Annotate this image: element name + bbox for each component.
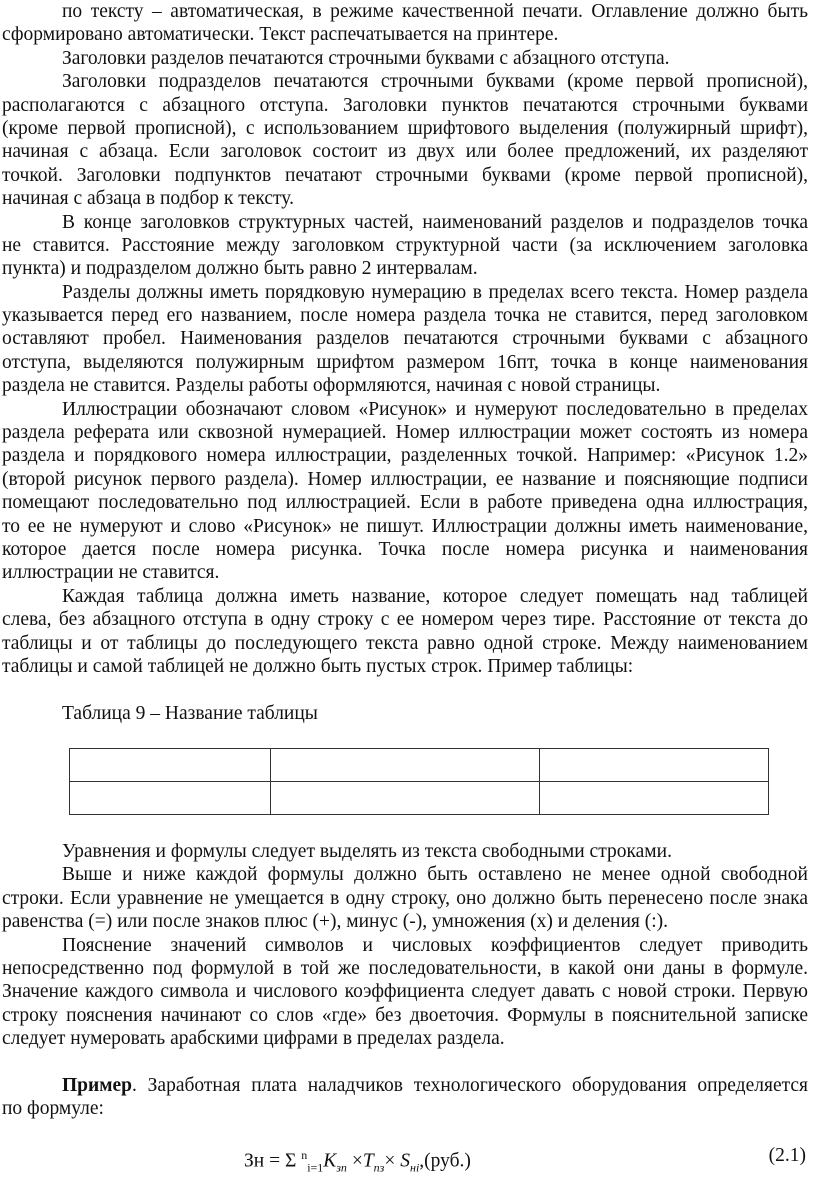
text-line: Заголовки разделов печатаются строчными буквами с абзацного отступа. [62, 47, 670, 69]
text-block-top [2, 0, 808, 725]
text-line: по тексту – автоматическая, в режиме качественной печати. Оглавление должно быть [62, 1, 808, 22]
text-line: начиная с абзаца в подбор к тексту. [2, 188, 294, 210]
paragraph [2, 47, 808, 70]
text-line: (второй рисунок первого раздела). Номер иллюстрации, ее название и поясняющие подписи [2, 468, 808, 490]
text-line: иллюстрации не ставится. [2, 562, 220, 584]
text-line: Уравнения и формулы следует выделять из текста свободными строками. [62, 841, 672, 862]
text-line: сформировано автоматически. Текст распечатывается на принтере. [2, 24, 559, 46]
text-line: Каждая таблица должна иметь название, которое следует помещать над таблицей [62, 585, 808, 607]
paragraph [2, 934, 808, 1051]
text-line: которое дается после номера рисунка. Точка после номера рисунка и наименования [2, 538, 808, 560]
text-line: таблицы и от таблицы до последующего текста равно одной строке. Между наименованием [2, 632, 808, 654]
text-line: то ее не нумеруют и слово «Рисунок» не пишут. Иллюстрации должны иметь наименование, [2, 515, 808, 537]
text-line: оставляют пробел. Наименования разделов печатаются строчными буквами с абзацного [2, 328, 808, 350]
text-line: В конце заголовков структурных частей, наименований разделов и подразделов точка [62, 211, 808, 233]
table-cell [270, 749, 539, 782]
text-line: непосредственно под формулой в той же последовательности, в какой они даны в формуле. [2, 957, 808, 979]
paragraph [2, 70, 808, 210]
table-cell [540, 749, 769, 782]
text-line: не ставится. Расстояние между заголовком структурной части (за исключением заголовка [2, 234, 808, 256]
paragraph [2, 863, 808, 933]
text-line: Разделы должны иметь порядковую нумерацию в пределах всего текста. Номер раздела [62, 281, 808, 303]
text-line: Пояснение значений символов и числовых коэффициентов следует приводить [62, 934, 808, 956]
text-line: раздела и порядкового номера иллюстрации, разделенных точкой. Например: «Рисунок 1.2» [2, 445, 808, 467]
table-caption: Таблица 9 – Название таблицы [62, 702, 318, 724]
paragraph [2, 281, 808, 398]
text-line: следует нумеровать арабскими цифрами в пределах раздела. [2, 1028, 505, 1050]
paragraph [2, 0, 808, 47]
example-table [69, 748, 769, 815]
text-block-bottom [2, 840, 808, 1175]
text-line: отступа, выделяются полужирным шрифтом размером 16пт, точка в конце наименования [2, 351, 808, 373]
formula-expression: Зн = Σ $^n_{i=1}К_{зп} \times Т_{пз}\times S_{нi},(руб.)$ [244, 1148, 471, 1175]
table-row [70, 749, 769, 782]
text-line: строки. Если уравнение не умещается в одну строку, оно должно быть перенесено после знака [2, 887, 808, 909]
paragraph [2, 585, 808, 679]
text-line: помещают последовательно под иллюстрацией. Если в работе приведена одна иллюстрация, [2, 492, 808, 514]
formula-number: (2.1) [768, 1145, 806, 1167]
paragraph [2, 211, 808, 281]
formula-2-1 [2, 1144, 808, 1175]
text-line: строку пояснения начинают со слов «где» без двоеточия. Формулы в пояснительной записке [2, 1004, 808, 1026]
example-text: . Заработная плата наладчиков технологического оборудования определяется [132, 1074, 808, 1096]
text-line: раздела не ставится. Разделы работы оформляются, начиная с новой страницы. [2, 375, 661, 397]
text-line: равенства (=) или после знаков плюс (+), минус (-), умножения (х) и деления (:). [2, 911, 668, 933]
text-line: (кроме первой прописной), с использованием шрифтового выделения (полужирный шрифт), [2, 117, 808, 139]
table-cell [70, 782, 271, 815]
text-line: располагаются с абзацного отступа. Заголовки пунктов печатаются строчными буквами [2, 94, 808, 116]
text-line: Выше и ниже каждой формулы должно быть оставлено не менее одной свободной [62, 864, 808, 886]
text-line: слева, без абзацного отступа в одну строку с ее номером через тире. Расстояние от текста до [2, 609, 808, 631]
text-line: раздела реферата или сквозной нумерацией. Номер иллюстрации может состоять из номера [2, 422, 808, 444]
text-line: начиная с абзаца. Если заголовок состоит из двух или более предложений, их разделяют [2, 141, 808, 163]
example-paragraph [2, 1074, 808, 1121]
example-bold-lead: Пример [62, 1074, 133, 1096]
text-line: точкой. Заголовки подпунктов печатают строчными буквами (кроме первой прописной), [2, 164, 808, 186]
table-cell [540, 782, 769, 815]
paragraph [2, 840, 808, 863]
text-line: Иллюстрации обозначают словом «Рисунок» и нумеруют последовательно в пределах [62, 398, 808, 420]
text-line: пункта) и подразделом должно быть равно 2 интервалам. [2, 258, 478, 280]
table-row [70, 782, 769, 815]
table-cell [70, 749, 271, 782]
paragraph [2, 398, 808, 585]
table-cell [270, 782, 539, 815]
text-line: таблицы и самой таблицей не должно быть пустых строк. Пример таблицы: [2, 655, 634, 677]
example-text-line2: по формуле: [2, 1098, 104, 1120]
text-line: Значение каждого символа и числового коэффициента следует давать с новой строки. Первую [2, 981, 808, 1003]
text-line: указывается перед его названием, после номера раздела точка не ставится, перед заголовком [2, 305, 808, 327]
text-line: Заголовки подразделов печатаются строчными буквами (кроме первой прописной), [62, 71, 808, 93]
